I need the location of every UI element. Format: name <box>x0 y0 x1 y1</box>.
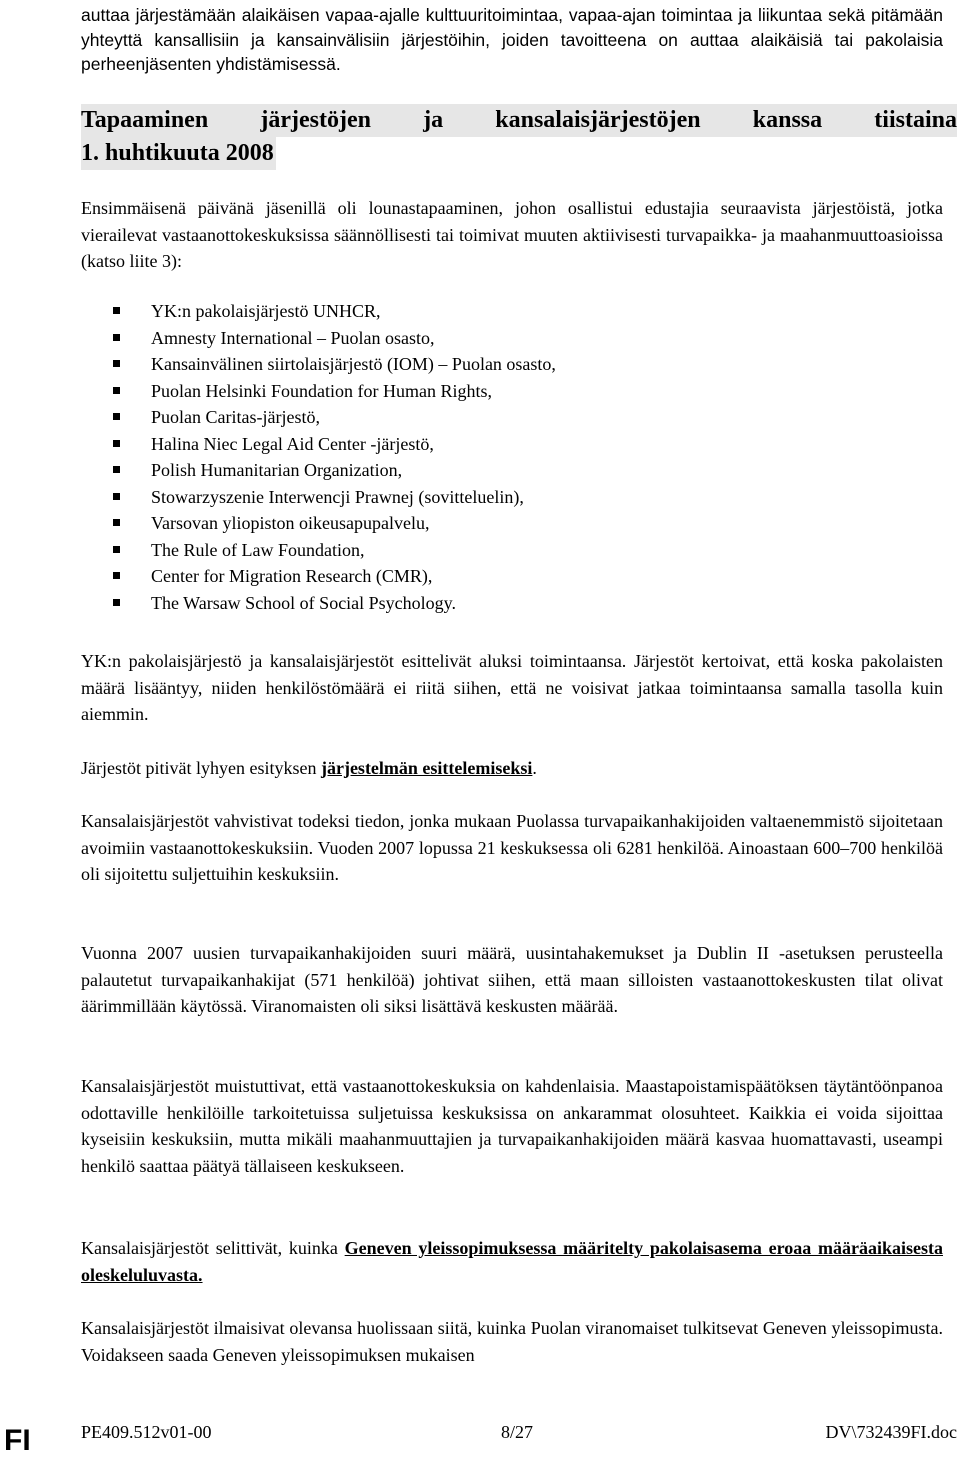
bullet-square-icon <box>113 599 120 606</box>
bullet-square-icon <box>113 360 120 367</box>
section-heading <box>81 104 957 170</box>
bullet-square-icon <box>113 546 120 553</box>
bullet-square-icon <box>113 334 120 341</box>
bullet-square-icon <box>113 413 120 420</box>
heading-word: tiistaina <box>874 107 957 133</box>
bullet-square-icon <box>113 307 120 314</box>
page-footer <box>81 1419 957 1445</box>
list-item: Puolan Helsinki Foundation for Human Rights, <box>113 378 556 405</box>
list-item: Stowarzyszenie Interwencji Prawnej (sovitteluelin), <box>113 484 556 511</box>
list-item: Puolan Caritas-järjestö, <box>113 404 556 431</box>
footer-document-number: PE409.512v01-00 <box>81 1422 212 1442</box>
list-item: Halina Niec Legal Aid Center -järjestö, <box>113 431 556 458</box>
organization-list <box>113 298 556 617</box>
bullet-square-icon <box>113 572 120 579</box>
list-item: YK:n pakolaisjärjestö UNHCR, <box>113 298 556 325</box>
bullet-square-icon <box>113 466 120 473</box>
list-item: Amnesty International – Puolan osasto, <box>113 325 556 352</box>
list-item: The Rule of Law Foundation, <box>113 537 556 564</box>
heading-word: järjestöjen <box>260 107 371 133</box>
intro-paragraph: auttaa järjestämään alaikäisen vapaa-ajalle kulttuuritoimintaa, vapaa-ajan toimintaa ja liikuntaa sekä pitämään yhteyttä kansallisiin ja kansainvälisiin järjestöihin, joiden tavoitteena on auttaa alaikäisiä tai pakolaisia perheenjäsenten yhdistämisessä. <box>81 5 943 74</box>
heading-line-2: 1. huhtikuuta 2008 <box>81 137 276 170</box>
paragraph-3: Järjestöt pitivät lyhyen esityksen järjestelmän esittelemiseksi. <box>81 758 537 778</box>
paragraph-7: Kansalaisjärjestöt selittivät, kuinka Geneven yleissopimuksessa määritelty pakolaisasema eroaa määräaikaisesta oleskeluluvasta. <box>81 1238 943 1285</box>
paragraph-5: Vuonna 2007 uusien turvapaikanhakijoiden suuri määrä, uusintahakemukset ja Dublin II -asetuksen perusteella palautetut turvapaikanhakijat (571 henkilöä) johtivat siihen, että maan silloisten vastaanottokeskusten tilat olivat äärimmillään käytössä. Viranomaisten oli siksi lisättävä keskusten määrää. <box>81 943 943 1016</box>
link-refugee-status[interactable]: Geneven yleissopimuksessa määritelty pakolaisasema eroaa määräaikaisesta oleskeluluvasta. <box>81 1238 943 1285</box>
bullet-square-icon <box>113 493 120 500</box>
paragraph-2: YK:n pakolaisjärjestö ja kansalaisjärjestöt esittelivät aluksi toimintaansa. Järjestöt kertoivat, että koska pakolaisten määrä lisääntyy, niiden henkilöstömäärä ei riitä siihen, että ne voisivat jatkaa toimintaansa samalla tasolla kuin aiemmin. <box>81 651 943 724</box>
language-code: FI <box>4 1424 31 1457</box>
list-item: The Warsaw School of Social Psychology. <box>113 590 556 617</box>
list-item: Varsovan yliopiston oikeusapupalvelu, <box>113 510 556 537</box>
paragraph-6: Kansalaisjärjestöt muistuttivat, että vastaanottokeskuksia on kahdenlaisia. Maastapoistamispäätöksen täytäntöönpanoa odottaville henkilöille tarkoitetuissa suljetuissa keskuksissa on ankarammat olosuhteet. Kaikkia ei voida sijoittaa kyseisiin keskuksiin, mutta mikäli maahanmuuttajien ja turvapaikanhakijoiden määrä kasvaa huomattavasti, useampi henkilö saattaa päätyä tällaiseen keskukseen. <box>81 1076 943 1176</box>
heading-word: ja <box>423 107 444 133</box>
link-system-presentation[interactable]: järjestelmän esittelemiseksi <box>320 758 533 778</box>
heading-word: kanssa <box>752 107 823 133</box>
paragraph-8: Kansalaisjärjestöt ilmaisivat olevansa huolissaan siitä, kuinka Puolan viranomaiset tulkitsevat Geneven yleissopimusta. Voidakseen saada Geneven yleissopimuksen mukaisen <box>81 1318 943 1365</box>
footer-file-name: DV\732439FI.doc <box>825 1422 957 1442</box>
bullet-square-icon <box>113 519 120 526</box>
heading-word: Tapaaminen <box>81 107 209 133</box>
heading-word: kansalaisjärjestöjen <box>495 107 701 133</box>
list-item: Center for Migration Research (CMR), <box>113 563 556 590</box>
paragraph-4: Kansalaisjärjestöt vahvistivat todeksi tiedon, jonka mukaan Puolassa turvapaikanhakijoiden valtaenemmistö sijoitetaan avoimiin vastaanottokeskuksiin. Vuoden 2007 lopussa 21 keskuksessa oli 6281 henkilöä. Ainoastaan 600–700 henkilöä oli sijoitettu suljettuihin keskuksiin. <box>81 811 943 884</box>
paragraph-1: Ensimmäisenä päivänä jäsenillä oli lounastapaaminen, johon osallistui edustajia seuraavista järjestöistä, jotka vierailevat vastaanottokeskuksissa säännöllisesti tai toimivat muuten aktiivisesti turvapaikka- ja maahanmuuttoasioissa (katso liite 3): <box>81 198 943 271</box>
footer-page-number: 8/27 <box>501 1422 534 1442</box>
bullet-square-icon <box>113 440 120 447</box>
heading-line-1 <box>81 104 957 137</box>
list-item: Polish Humanitarian Organization, <box>113 457 556 484</box>
list-item: Kansainvälinen siirtolaisjärjestö (IOM) – Puolan osasto, <box>113 351 556 378</box>
bullet-square-icon <box>113 387 120 394</box>
